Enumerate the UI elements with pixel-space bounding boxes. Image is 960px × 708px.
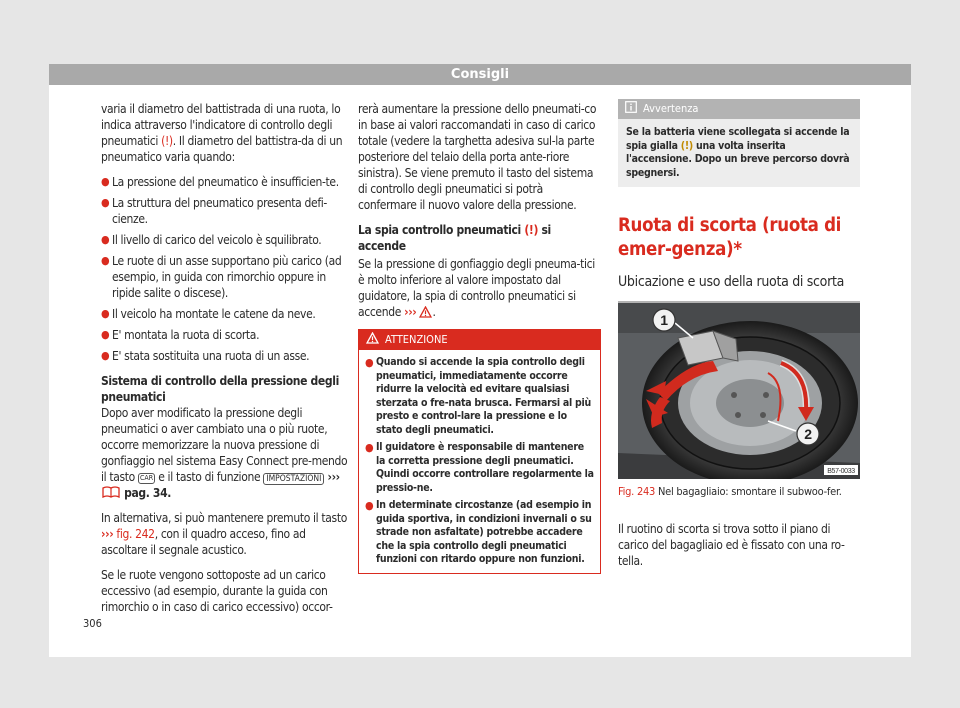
bullet-icon: ● — [101, 254, 110, 267]
paragraph: In alternativa, si può mantenere premuto il tasto ››› fig. 242, con il quadro acceso, fino ad ascoltare il segnale acustico. — [101, 511, 347, 557]
list-item: ● E' stata sostituita una ruota di un asse. — [101, 349, 310, 363]
impostazioni-key: IMPOSTAZIONI — [263, 473, 324, 485]
list-item: ● La struttura del pneumatico presenta defi-cienze. — [101, 196, 327, 226]
section-subtitle: Ubicazione e uso della ruota di scorta — [618, 274, 845, 290]
reference-arrows: ››› — [404, 305, 417, 319]
warning-triangle-icon — [419, 306, 432, 318]
bullet-icon: ● — [365, 356, 374, 369]
figure-label-2: 2 — [804, 426, 812, 442]
list-item: ● In determinate circostanze (ad esempio in guida sportiva, in condizioni invernali o su strade non asfaltate) potrebbe accadere che la spia controllo degli pneumatici funzioni con ritardo oppure non funzioni. — [365, 499, 592, 565]
list-item: ● Il veicolo ha montate le catene da neve. — [101, 307, 316, 321]
list-item: ● Il guidatore è responsabile di mantenere la corretta pressione degli pneumatici. Quindi occorre controllare regolarmente la pressio-ne. — [365, 441, 594, 494]
figure-caption: Fig. 243 Nel bagagliaio: smontare il subwoo-fer. — [618, 485, 842, 498]
warning-box-header: ATTENZIONE — [359, 330, 600, 350]
bullet-icon: ● — [365, 499, 374, 512]
warning-triangle-icon — [366, 332, 379, 344]
bullet-icon: ● — [101, 307, 110, 320]
car-key-icon: CAR — [140, 474, 154, 482]
list-item: ● E' montata la ruota di scorta. — [101, 328, 260, 342]
spare-wheel-illustration — [618, 303, 860, 479]
figure-spare-wheel — [618, 301, 860, 479]
bullet-icon: ● — [101, 349, 110, 362]
bullet-icon: ● — [101, 328, 110, 341]
list-item: ● Le ruote di un asse supportano più carico (ad esempio, in guida con rimorchio oppure in ripide salite o discese). — [101, 254, 342, 300]
tpms-symbol-icon: (!) — [524, 223, 539, 237]
warning-box-body — [359, 350, 600, 573]
subheading: La spia controllo pneumatici (!) si accende — [358, 223, 551, 253]
section-heading: Sistema di controllo della pressione degli pneumatici — [101, 374, 339, 404]
note-box-header: Avvertenza — [618, 99, 860, 119]
section-title: Ruota di scorta (ruota di emer-genza)* — [618, 215, 842, 260]
bullet-icon: ● — [101, 175, 110, 188]
column-right — [618, 99, 860, 578]
page-header: Consigli — [49, 64, 911, 85]
bullet-icon: ● — [365, 441, 374, 454]
list-item: ● Quando si accende la spia controllo degli pneumatici, immediatamente occorre ridurre la velocità ed evitare qualsiasi sterzata o fre-nata brusca. Fermarsi al più presto e control-lare la pressione e lo stato degli pneumatici. — [365, 356, 592, 436]
column-middle — [358, 101, 601, 574]
tpms-symbol-icon: (!) — [161, 134, 173, 148]
column-left — [101, 101, 351, 624]
list-item: ● Il livello di carico del veicolo è squilibrato. — [101, 233, 322, 247]
note-box — [618, 99, 860, 187]
intro-paragraph: varia il diametro del battistrada di una ruota, lo indica attraverso l'indicatore di controllo degli pneumatici (!). Il diametro del battistra-da di un pneumatico varia quando: — [101, 102, 343, 164]
paragraph: Se la pressione di gonfiaggio degli pneuma-tici è molto inferiore al valore impostato dal guidatore, la spia di controllo pneumatici si accende ››› . — [358, 257, 595, 319]
paragraph: Se le ruote vengono sottoposte ad un carico eccessivo (ad esempio, durante la guida con rimorchio o in caso di carico eccessivo) occor- — [101, 568, 333, 614]
figure-link[interactable]: fig. 242 — [116, 527, 155, 541]
book-reference-icon — [101, 486, 121, 498]
paragraph: rerà aumentare la pressione dello pneumati-co in base ai valori raccomandati in caso di carico totale (vedere la targhetta adesiva sul-la parte posteriore del telaio della porta ante-riore sinistra). Se viene premuto il tasto del sistema di controllo degli pneumatici si potrà confermare il nuovo valore della pressione. — [358, 102, 597, 212]
warning-box — [358, 329, 601, 574]
figure-code: B57-0033 — [827, 468, 855, 475]
page-number: 306 — [83, 617, 102, 630]
figure-label-1: 1 — [660, 312, 668, 328]
bullet-icon: ● — [101, 233, 110, 246]
reference-arrows: ››› — [327, 470, 340, 484]
paragraph: Il ruotino di scorta si trova sotto il piano di carico del bagagliaio ed è fissato con una ro-tella. — [618, 522, 845, 568]
list-item: ● La pressione del pneumatico è insufficien-te. — [101, 175, 339, 189]
info-icon — [625, 101, 637, 113]
note-box-body: Se la batteria viene scollegata si accende la spia gialla (!) una volta inserita l'accensione. Dopo un breve percorso dovrà spegnersi. — [626, 126, 850, 179]
paragraph: Dopo aver modificato la pressione degli pneumatici o aver cambiato una o più ruote, occorre memorizzare la nuova pressione di gonfiaggio nel sistema Easy Connect pre-mendo il tasto CAR e il tasto di funzione IMPOSTAZIONI ››› pag. 34. — [101, 406, 348, 500]
tpms-symbol-icon: (!) — [680, 139, 693, 152]
bullet-icon: ● — [101, 196, 110, 209]
reference-arrows: ››› — [101, 527, 114, 541]
